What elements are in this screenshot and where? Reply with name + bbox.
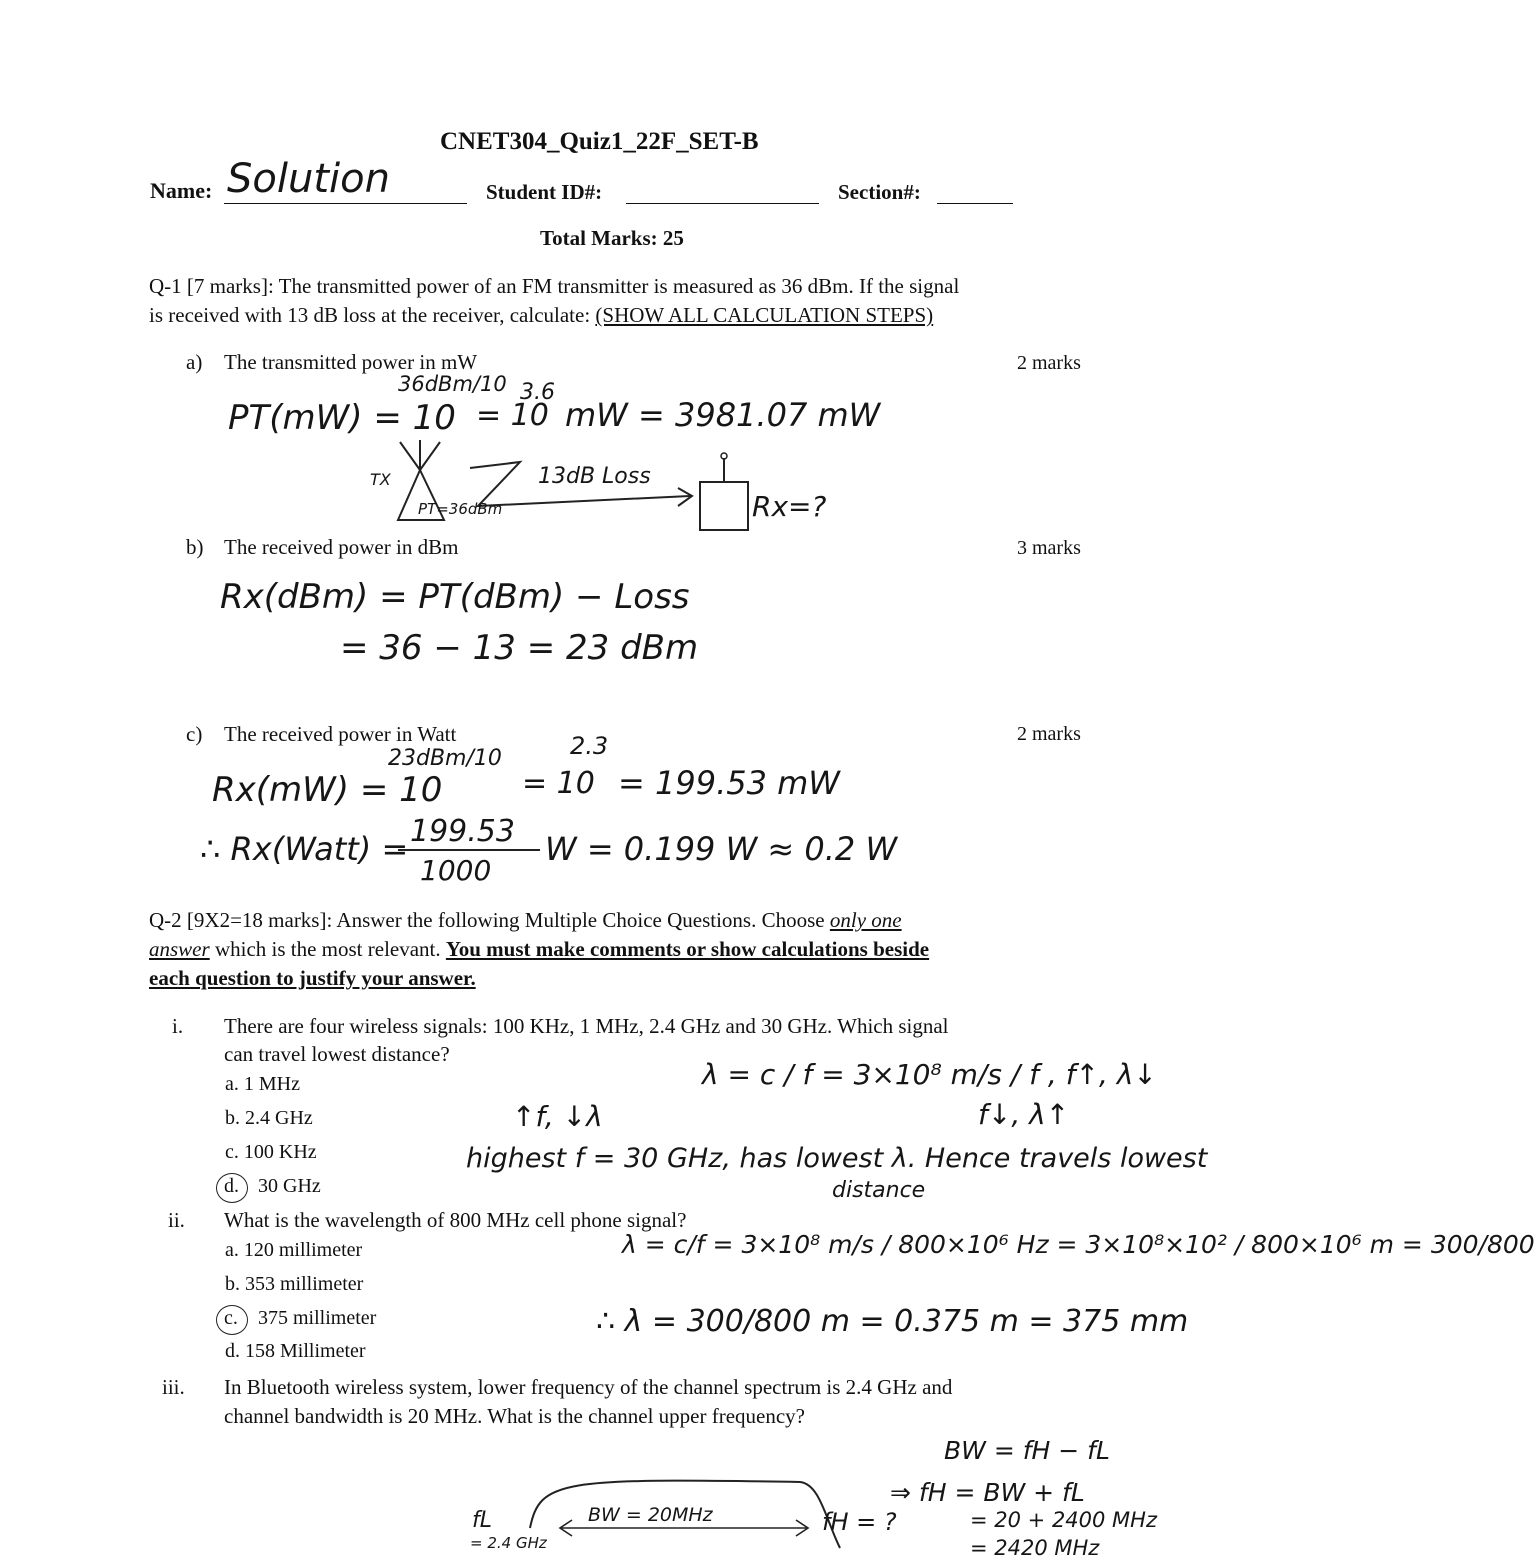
q1-intro-text: is received with 13 dB loss at the receiver, calculate:: [149, 303, 596, 327]
q2-ii-text: What is the wavelength of 800 MHz cell phone signal?: [224, 1208, 687, 1232]
total-marks: Total Marks: 25: [540, 226, 684, 250]
q2-iii-hw-res: = 2420 MHz: [970, 1536, 1100, 1560]
q2-iii-hw-fh: ⇒ fH = BW + fL: [890, 1478, 1085, 1507]
q1a-hw-lhs: PT(mW) = 10: [228, 398, 456, 438]
q2-intro-answer: answer: [149, 937, 210, 961]
q1b-hw-line2: = 36 − 13 = 23 dBm: [340, 628, 699, 668]
q2-intro-line3: each question to justify your answer.: [149, 966, 476, 990]
q1-show-steps: (SHOW ALL CALCULATION STEPS): [595, 303, 934, 327]
q2-ii-option-b[interactable]: b. 353 millimeter: [225, 1273, 364, 1295]
q2-ii-num: ii.: [168, 1208, 185, 1232]
q1a-hw-exp1: 36dBm/10: [398, 372, 507, 396]
q2-iii-hw-bw: BW = fH − fL: [944, 1436, 1110, 1465]
name-label: Name:: [150, 178, 213, 203]
q1c-hw-w-lhs: ∴ Rx(Watt) =: [200, 830, 409, 868]
q1a-hw-mid: = 10: [476, 398, 549, 433]
q2-intro-must: You must make comments or show calculations beside: [445, 937, 930, 961]
q1c-hw-rhs: = 199.53 mW: [618, 764, 840, 802]
q2-ii-hw-line1: λ = c/f = 3×10⁸ m/s / 800×10⁶ Hz = 3×10⁸×10² / 800×10⁶ m = 300/800: [622, 1230, 1535, 1259]
q1c-hw-lhs: Rx(mW) = 10: [212, 770, 443, 810]
q1-sketch-pt: PT=36dBm: [418, 500, 503, 518]
q1c-hw-w-den: 1000: [420, 854, 492, 887]
q2-i-hw-fdec: f↓, λ↑: [978, 1098, 1070, 1131]
q2-i-option-a[interactable]: a. 1 MHz: [225, 1073, 300, 1095]
q2-i-num: i.: [172, 1014, 184, 1038]
q1-sketch-rx: Rx=?: [752, 490, 827, 523]
q2-iii-num: iii.: [162, 1375, 185, 1399]
student-id-label: Student ID#:: [486, 180, 603, 204]
q1b-marks: 3 marks: [1017, 537, 1081, 559]
q1a-marks: 2 marks: [1017, 352, 1081, 374]
q2-iii-hw-sum: = 20 + 2400 MHz: [970, 1508, 1157, 1532]
q2-intro-line1: [149, 906, 902, 935]
q2-intro-a: Q-2 [9X2=18 marks]: Answer the following Multiple Choice Questions. Choose: [149, 908, 830, 932]
q2-i-option-c[interactable]: c. 100 KHz: [225, 1141, 317, 1163]
q1-intro-line1: Q-1 [7 marks]: The transmitted power of an FM transmitter is measured as 36 dBm. If the signal: [149, 274, 960, 298]
q1b-text: The received power in dBm: [224, 535, 459, 559]
q2-iii-text2: channel bandwidth is 20 MHz. What is the channel upper frequency?: [224, 1404, 806, 1428]
q1-sketch-loss: 13dB Loss: [538, 464, 651, 489]
q2-i-hw-conclusion: highest f = 30 GHz, has lowest λ. Hence travels lowest: [466, 1143, 1208, 1174]
q2-intro-only-one: only one: [829, 908, 902, 932]
q2-i-option-d-letter[interactable]: d.: [224, 1175, 239, 1197]
q1c-hw-exp2: 2.3: [570, 732, 609, 760]
q1c-hw-w-num: 199.53: [410, 814, 515, 849]
q1a-hw-exp2: 3.6: [520, 380, 555, 405]
q2-i-option-b[interactable]: b. 2.4 GHz: [225, 1107, 313, 1129]
q2-intro-line2: [149, 935, 929, 964]
q1-sketch-tx: TX: [370, 470, 391, 489]
q2-i-option-d[interactable]: 30 GHz: [258, 1175, 321, 1197]
q1a-hw-rhs: mW = 3981.07 mW: [565, 396, 881, 434]
q2-i-text1: There are four wireless signals: 100 KHz, 1 MHz, 2.4 GHz and 30 GHz. Which signal: [224, 1014, 949, 1038]
q2-iii-hw-fl: fL: [472, 1508, 493, 1533]
q1b-label: b): [186, 535, 204, 559]
q1a-label: a): [186, 350, 203, 374]
q1c-hw-exp1: 23dBm/10: [388, 746, 502, 771]
q1b-hw-line1: Rx(dBm) = PT(dBm) − Loss: [220, 577, 690, 617]
q2-i-text2: can travel lowest distance?: [224, 1042, 450, 1066]
q2-ii-option-c[interactable]: 375 millimeter: [258, 1307, 377, 1329]
quiz-title: CNET304_Quiz1_22F_SET-B: [440, 128, 759, 155]
name-value: Solution: [227, 156, 390, 202]
q2-intro-d: which is the most relevant.: [209, 937, 446, 961]
q2-ii-option-d[interactable]: d. 158 Millimeter: [225, 1340, 366, 1362]
q1c-label: c): [186, 722, 203, 746]
q2-iii-hw-bw-arrow: BW = 20MHz: [588, 1504, 713, 1526]
q2-iii-hw-fl-val: = 2.4 GHz: [470, 1534, 547, 1552]
q2-i-hw-formula: λ = c / f = 3×10⁸ m/s / f , f↑, λ↓: [702, 1058, 1157, 1091]
q2-ii-hw-line2: ∴ λ = 300/800 m = 0.375 m = 375 mm: [596, 1304, 1189, 1339]
section-label: Section#:: [838, 180, 921, 204]
q1c-hw-w-rhs: W = 0.199 W ≈ 0.2 W: [545, 830, 898, 868]
q1a-text: The transmitted power in mW: [224, 350, 478, 374]
q1c-marks: 2 marks: [1017, 723, 1081, 745]
q2-i-hw-conclusion2: distance: [832, 1178, 926, 1203]
q2-iii-hw-fh-q: fH = ?: [822, 1508, 897, 1536]
q2-iii-text1: In Bluetooth wireless system, lower frequency of the channel spectrum is 2.4 GHz and: [224, 1375, 953, 1399]
q2-ii-option-c-letter[interactable]: c.: [224, 1307, 238, 1329]
q2-ii-option-a[interactable]: a. 120 millimeter: [225, 1239, 363, 1261]
q2-i-hw-inverse: ↑f, ↓λ: [512, 1100, 603, 1133]
q1c-hw-mid: = 10: [522, 766, 595, 801]
q1c-text: The received power in Watt: [224, 722, 457, 746]
